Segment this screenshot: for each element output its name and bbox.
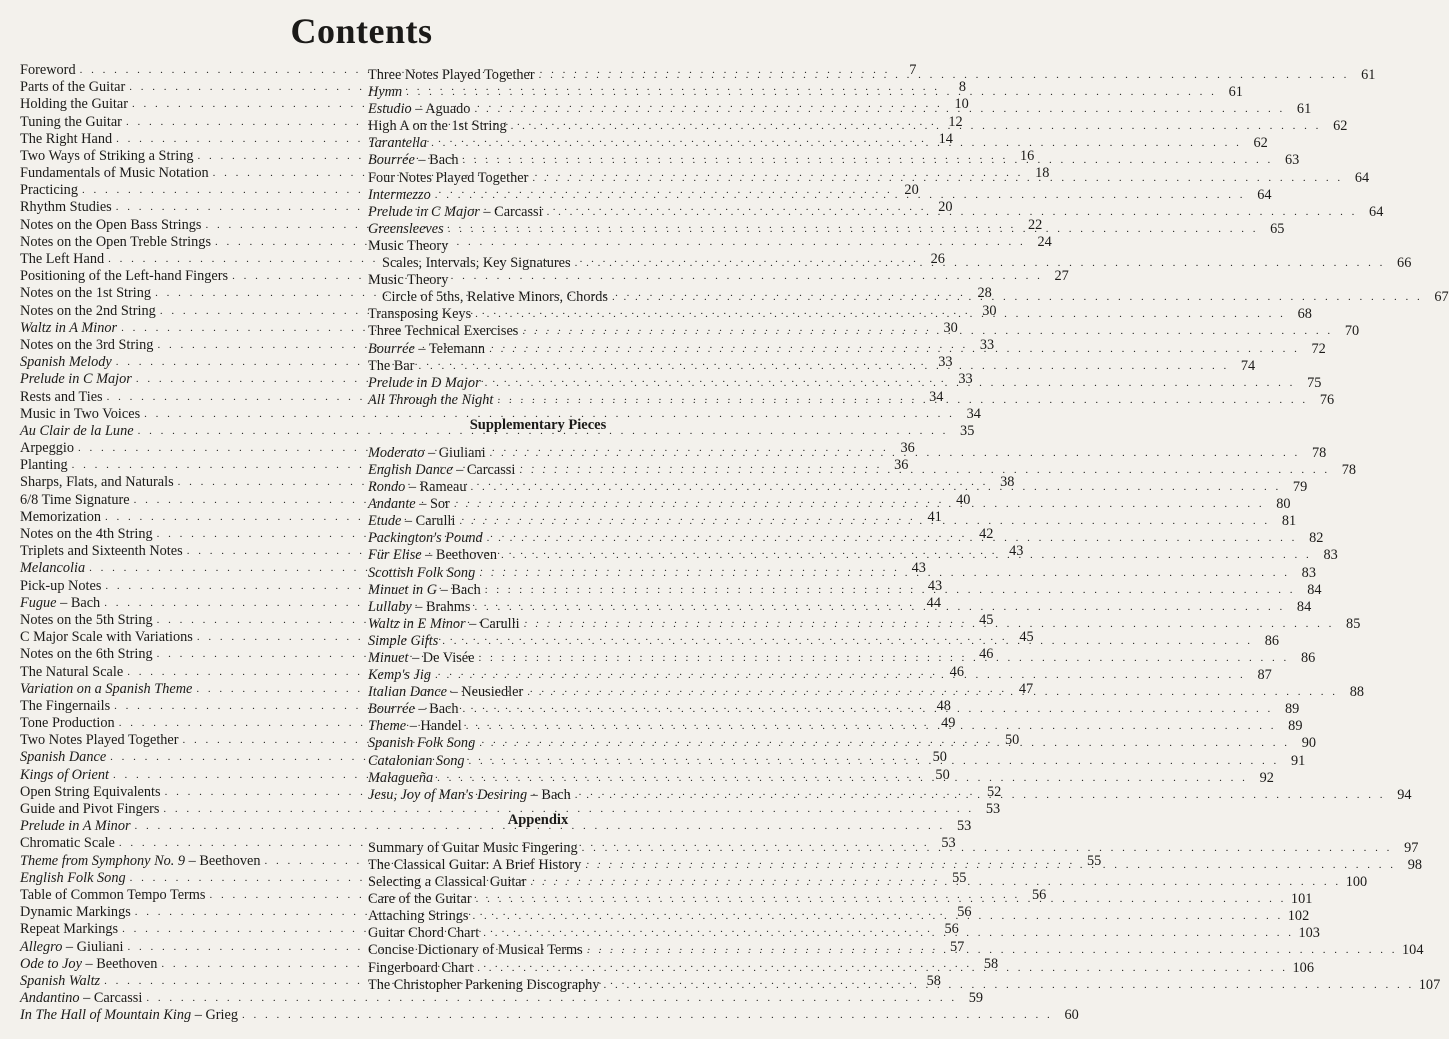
leader-dots: [466, 718, 1277, 735]
toc-entry-page: 89: [1285, 701, 1300, 718]
toc-entry-page: 98: [1407, 856, 1422, 873]
leader-dots: [603, 977, 1414, 994]
leader-dots: [485, 375, 1296, 392]
toc-entry-title: Catalonian Song: [368, 752, 465, 769]
toc-entry-page: 10: [954, 96, 969, 113]
leader-dots: [575, 787, 1386, 804]
toc-entry-page: 40: [956, 491, 971, 508]
toc-entry-page: 43: [911, 560, 926, 577]
toc-entry-page: 81: [1281, 513, 1297, 530]
toc-entry-page: 72: [1311, 340, 1326, 357]
toc-entry-composer: – Neusiedler: [447, 684, 524, 701]
toc-entry-page: 36: [900, 440, 915, 457]
toc-entry-title: Prelude in D Major: [368, 374, 481, 391]
leader-dots: [470, 479, 1281, 496]
toc-entry-composer: – Beethoven: [81, 955, 158, 972]
toc-entry-composer: – Rameau: [405, 479, 467, 496]
toc-entry-page: 56: [1031, 886, 1047, 903]
toc-entry-title: Andantino – Carcassi: [20, 990, 143, 1007]
toc-entry-title: Italian Dance – Neusiedler: [368, 684, 524, 701]
toc-entry-title: Guide and Pivot Fingers: [20, 801, 160, 818]
toc-entry-title: 6/8 Time Signature: [20, 491, 130, 508]
toc-entry-title: Music in Two Voices: [20, 405, 141, 422]
toc-entry-page: 58: [926, 972, 941, 989]
toc-entry-title: Memorization: [20, 508, 101, 525]
toc-entry-title: Minuet – De Visée: [368, 650, 475, 666]
toc-entry-title: Kemp's Jig: [368, 667, 432, 684]
toc-entry-page: 64: [1354, 169, 1370, 186]
toc-entry-composer: – Bach: [414, 152, 459, 169]
toc-entry-page: 50: [1005, 732, 1020, 749]
toc-entry-page: 103: [1298, 925, 1320, 942]
toc-entry-page: 33: [979, 336, 995, 353]
toc-entry-title: Packington's Pound: [368, 530, 483, 547]
toc-entry-page: 30: [982, 302, 997, 319]
toc-entry-page: 26: [930, 251, 945, 268]
toc-entry-composer: – Grieg: [191, 1007, 239, 1024]
toc-entry-title: Pick-up Notes: [20, 577, 102, 594]
section-heading-appendix: Appendix: [507, 811, 569, 828]
toc-entry-title: English Dance – Carcassi: [368, 461, 516, 478]
toc-entry-title: Melancolia: [20, 560, 86, 577]
toc-entry-page: 83: [1323, 547, 1338, 564]
leader-dots: [489, 341, 1300, 358]
toc-entry-title: Rhythm Studies: [20, 199, 112, 216]
toc-entry-page: 84: [1296, 598, 1312, 615]
leader-dots: [418, 358, 1229, 375]
toc-entry-page: 97: [1404, 839, 1419, 856]
toc-entry-title: Hymn: [368, 84, 403, 101]
toc-entry-page: 59: [968, 990, 984, 1007]
leader-dots: [475, 306, 1286, 323]
leader-dots: [483, 925, 1294, 942]
leader-dots: [476, 891, 1287, 908]
toc-entry-page: 8: [958, 79, 966, 96]
toc-entry-page: 107: [1418, 976, 1441, 993]
toc-entry-title: Table of Common Tempo Terms: [20, 886, 206, 903]
toc-entry-page: 56: [957, 904, 972, 921]
toc-entry-page: 63: [1285, 152, 1300, 169]
toc-entry-title: English Folk Song: [20, 869, 126, 886]
toc-entry-page: 83: [1301, 564, 1316, 581]
toc-entry-title: Bourrée – Telemann: [368, 340, 486, 357]
toc-entry-title: Holding the Guitar: [20, 96, 129, 113]
toc-entry-title: Music Theory: [368, 272, 449, 289]
toc-entry-page: 28: [977, 285, 992, 302]
toc-entry-title: Notes on the 5th String: [20, 611, 153, 628]
toc-entry-title: Kings of Orient: [20, 766, 109, 783]
leader-dots: [530, 874, 1341, 891]
toc-entry-page: 74: [1240, 357, 1256, 374]
toc-entry-title: Greensleeves: [368, 220, 444, 237]
toc-entry-page: 58: [983, 955, 999, 972]
leader-dots: [454, 496, 1265, 513]
toc-entry-title: Spanish Dance: [20, 749, 107, 766]
toc-entry-composer: – Giuliani: [424, 444, 486, 461]
toc-entry-composer: – Brahms: [411, 598, 471, 615]
toc-entry-title: Andante – Sor: [368, 496, 450, 513]
toc-entry-title: Theme from Symphony No. 9 – Beethoven: [20, 852, 261, 869]
toc-entry-page: 94: [1397, 786, 1412, 803]
toc-entry-page: 33: [938, 354, 953, 371]
toc-entry-title: Planting: [20, 457, 68, 474]
toc-entry-title: Simple Gifts: [368, 632, 439, 649]
toc-entry-title: Repeat Markings: [20, 921, 119, 938]
toc-entry-page: 45: [979, 611, 994, 628]
toc-entry-page: 92: [1259, 769, 1274, 786]
toc-entry-page: 61: [1361, 67, 1376, 83]
toc-entry-page: 91: [1290, 752, 1306, 769]
leader-dots: [612, 289, 1423, 306]
toc-entry-title: Notes on the 2nd String: [20, 302, 156, 319]
toc-entry-page: 61: [1296, 101, 1312, 118]
toc-entry-composer: – Bach: [414, 701, 459, 718]
toc-entry-title: Jesu, Joy of Man's Desiring – Bach: [368, 786, 571, 803]
toc-entry-title: Scottish Folk Song: [368, 564, 476, 581]
toc-entry-title: All Through the Night: [368, 391, 494, 408]
toc-entry-page: 46: [979, 646, 994, 663]
leader-dots: [463, 701, 1274, 718]
toc-entry-title: Open String Equivalents: [20, 783, 161, 800]
toc-entry-page: 30: [943, 319, 958, 336]
toc-entry-title: Concise Dictionary of Musical Terms: [368, 942, 583, 959]
toc-entry-page: 24: [1037, 233, 1052, 250]
toc-entry[interactable]: [368, 84, 1243, 101]
leader-dots: [459, 513, 1270, 530]
leader-dots: [547, 204, 1358, 221]
toc-entry-title: Tarantella: [368, 135, 428, 152]
toc-entry-composer: – Bach: [527, 786, 571, 803]
leader-dots: [487, 530, 1298, 547]
toc-entry-composer: – Giuliani: [62, 938, 124, 955]
toc-entry-page: 65: [1270, 220, 1285, 237]
toc-entry-title: Moderato – Giuliani: [368, 444, 486, 461]
leader-dots: [431, 135, 1242, 152]
toc-entry-page: 50: [932, 749, 947, 766]
leader-dots: [435, 667, 1246, 684]
leader-dots: [497, 392, 1308, 409]
toc-entry-title: Three Notes Played Together: [368, 67, 535, 83]
toc-entry-page: 67: [1434, 289, 1449, 306]
toc-entry-title: Tuning the Guitar: [20, 113, 122, 130]
leader-dots: [435, 187, 1246, 204]
toc-entry-page: 66: [1397, 255, 1412, 272]
toc-entry-title: Attaching Strings: [368, 908, 469, 925]
toc-entry-composer: – Bach: [56, 594, 101, 611]
toc-entry-page: 50: [935, 766, 950, 783]
toc-entry-page: 70: [1344, 323, 1360, 340]
toc-entry-title: Intermezzo: [368, 186, 431, 203]
toc-entry-page: 78: [1341, 461, 1357, 478]
toc-entry-title: Fugue – Bach: [20, 594, 101, 611]
toc-entry-title: Two Notes Played Together: [20, 732, 179, 749]
toc-entry-page: 16: [1019, 147, 1035, 164]
leader-dots: [522, 323, 1333, 340]
toc-entry-title: The Christopher Parkening Discography: [368, 976, 600, 993]
toc-entry-title: Guitar Chord Chart: [368, 925, 480, 942]
toc-entry-page: 62: [1333, 118, 1348, 135]
toc-entry-page: 52: [987, 783, 1002, 800]
toc-entry-page: 89: [1288, 718, 1303, 735]
toc-entry-page: 90: [1301, 735, 1316, 752]
toc-entry-page: 47: [1018, 680, 1034, 697]
toc-entry-title: Fingerboard Chart: [368, 959, 474, 976]
toc-entry-title: Notes on the 6th String: [20, 646, 153, 663]
leader-dots: [477, 960, 1288, 977]
toc-entry-page: 80: [1276, 496, 1291, 513]
toc-entry-title: Care of the Guitar: [368, 891, 472, 908]
toc-entry[interactable]: [20, 405, 981, 423]
toc-entry-title: Dynamic Markings: [20, 904, 131, 921]
toc-entry-title: Scales, Intervals, Key Signatures: [382, 255, 571, 272]
toc-entry-title: Waltz in E Minor – Carulli: [368, 615, 520, 632]
toc-entry-page: 88: [1349, 684, 1364, 701]
toc-entry[interactable]: [368, 67, 1376, 84]
toc-entry-page: 101: [1290, 891, 1313, 908]
toc-entry-composer: – Carulli: [401, 513, 456, 530]
toc-entry-composer: – Beethoven: [185, 852, 261, 869]
toc-entry-title: Malagueña: [368, 769, 434, 786]
toc-entry-title: Für Elise – Beethoven: [368, 547, 498, 564]
toc-entry-title: Etude – Carulli: [368, 513, 456, 530]
toc-entry-title: Rondo – Rameau: [368, 479, 467, 496]
toc-entry-page: 64: [1369, 203, 1384, 220]
toc-entry-title: Sharps, Flats, and Naturals: [20, 474, 174, 491]
toc-entry-title: Prelude in A Minor: [20, 818, 131, 835]
toc-entry-page: 82: [1309, 530, 1324, 547]
toc-entry-title: Spanish Folk Song: [368, 735, 476, 752]
toc-entry-page: 12: [948, 113, 963, 130]
toc-entry-title: Notes on the Open Bass Strings: [20, 216, 202, 233]
toc-entry-composer: – De Visée: [408, 650, 475, 666]
toc-entry-page: 79: [1292, 479, 1308, 496]
section-heading-supplementary: Supplementary Pieces: [469, 416, 607, 433]
toc-entry-page: 53: [941, 835, 956, 852]
toc-entry-page: 56: [944, 921, 959, 938]
toc-entry-title: Positioning of the Left-hand Fingers: [20, 268, 229, 285]
toc-entry-composer: – Handel: [406, 718, 462, 735]
leader-dots: [585, 857, 1396, 874]
toc-entry-title: Prelude in C Major – Carcassi: [368, 203, 543, 220]
toc-entry-title: C Major Scale with Variations: [20, 629, 193, 646]
toc-entry-page: 34: [929, 388, 944, 405]
toc-entry-title: Tone Production: [20, 715, 115, 732]
leader-dots: [242, 1007, 1053, 1024]
toc-entry-title: In The Hall of Mountain King – Grieg: [20, 1007, 239, 1024]
toc-entry-title: Notes on the 1st String: [20, 285, 152, 302]
toc-entry-title: The Left Hand: [20, 251, 105, 268]
leader-dots: [532, 170, 1343, 187]
toc-entry-music-theory-2[interactable]: [368, 272, 708, 289]
toc-entry-title: Practicing: [20, 182, 78, 199]
toc-entry-page: 36: [894, 457, 909, 474]
toc-entry-page: 57: [949, 938, 965, 955]
leader-dots: [501, 547, 1312, 564]
toc-entry-page: 86: [1264, 632, 1280, 649]
toc-entry-composer: – Bach: [437, 581, 481, 598]
toc-entry[interactable]: [20, 990, 984, 1007]
toc-entry-title: Au Clair de la Lune: [20, 422, 134, 439]
toc-entry-page: 38: [1000, 474, 1015, 491]
toc-entry-title: Bourrée – Bach: [368, 701, 459, 718]
toc-entry-page: 48: [936, 697, 951, 714]
toc-entry-page: 61: [1228, 84, 1243, 101]
toc-entry-title: Notes on the 4th String: [20, 526, 153, 543]
toc-entry-page: 42: [979, 526, 994, 543]
toc-entry-page: 34: [966, 405, 981, 422]
toc-entry-page: 46: [949, 663, 964, 680]
toc-entry-title: Triplets and Sixteenth Notes: [20, 543, 183, 560]
toc-entry-title: Chromatic Scale: [20, 835, 115, 852]
leader-dots: [469, 753, 1280, 770]
toc-entry-title: Four Notes Played Together: [368, 169, 529, 186]
toc-entry-title: Estudio – Aguado: [368, 101, 471, 118]
leader-dots: [472, 908, 1283, 925]
toc-entry-title: Three Technical Exercises: [368, 323, 519, 340]
leader-dots: [448, 221, 1259, 238]
toc-entry-title: Variation on a Spanish Theme: [20, 680, 193, 697]
toc-entry-page: 60: [1064, 1007, 1079, 1024]
toc-entry-title: Lullaby – Brahms: [368, 598, 471, 615]
toc-entry-page: 64: [1257, 186, 1272, 203]
toc-entry-page: 18: [1035, 165, 1050, 182]
toc-entry-title: Selecting a Classical Guitar: [368, 874, 527, 891]
toc-entry-composer: – Sor: [415, 496, 450, 513]
toc-entry-title: The Right Hand: [20, 130, 113, 147]
toc-entry-page: 35: [960, 422, 975, 439]
leader-dots: [479, 565, 1290, 582]
toc-entry-page: 14: [938, 130, 953, 147]
toc-entry-title: Circle of 5ths, Relative Minors, Chords: [382, 289, 608, 306]
toc-entry-title: Rests and Ties: [20, 388, 103, 405]
toc-entry-title: Foreword: [20, 61, 76, 78]
toc-entry-title: The Natural Scale: [20, 663, 124, 680]
toc-entry-composer: – Telemann: [414, 340, 486, 357]
toc-entry-title: The Fingernails: [20, 697, 111, 714]
toc-entry-composer: – Beethoven: [421, 547, 498, 564]
leader-dots: [511, 118, 1322, 135]
toc-entry-title: Summary of Guitar Music Fingering: [368, 839, 578, 856]
leader-dots: [527, 684, 1338, 701]
toc-entry-title: Music Theory: [368, 237, 449, 254]
toc-entry-title: Bourrée – Bach: [368, 152, 459, 169]
leader-dots: [478, 650, 1289, 667]
toc-entry-page: 20: [938, 199, 953, 216]
toc-entry-page: 62: [1253, 135, 1268, 152]
toc-entry-page: 100: [1345, 874, 1368, 891]
toc-entry-page: 43: [1009, 543, 1024, 560]
leader-dots: [485, 582, 1296, 599]
toc-entry-title: Notes on the Open Treble Strings: [20, 233, 212, 250]
toc-entry-composer: – Carcassi: [79, 990, 143, 1007]
toc-entry-title: Notes on the 3rd String: [20, 336, 154, 353]
toc-entry-title: Transposing Keys: [368, 306, 472, 323]
toc-entry-title: Parts of the Guitar: [20, 79, 126, 96]
toc-entry-title: Prelude in C Major: [20, 371, 132, 388]
toc-entry-page: 22: [1027, 216, 1043, 233]
toc-entry-page: 53: [956, 818, 972, 835]
toc-entry[interactable]: [20, 1007, 1079, 1024]
toc-entry-page: 43: [927, 577, 943, 594]
toc-entry-title: Waltz in A Minor: [20, 319, 118, 336]
leader-dots: [519, 462, 1330, 479]
toc-entry-title: High A on the 1st String: [368, 118, 507, 135]
toc-entry-page: 7: [909, 61, 917, 78]
toc-entry-composer: – Carcassi: [479, 203, 543, 220]
toc-entry-title: Minuet in G – Bach: [368, 581, 481, 598]
toc-entry-page: 87: [1257, 667, 1272, 684]
toc-entry-page: 55: [952, 869, 967, 886]
toc-entry-page: 68: [1297, 306, 1312, 323]
toc-entry-title: Two Ways of Striking a String: [20, 147, 194, 164]
toc-entry-page: 84: [1307, 581, 1322, 598]
toc-entry-page: 33: [958, 371, 973, 388]
toc-entry-title: Arpeggio: [20, 440, 74, 457]
toc-entry-page: 27: [1054, 268, 1069, 285]
toc-entry-page: 86: [1300, 650, 1316, 666]
toc-entry-title: The Classical Guitar: A Brief History: [368, 856, 582, 873]
toc-entry-page: 76: [1319, 391, 1335, 408]
toc-entry-page: 104: [1402, 942, 1424, 959]
leader-dots: [406, 84, 1217, 101]
leader-dots: [442, 633, 1253, 650]
toc-entry-page: 78: [1312, 444, 1327, 461]
toc-entry[interactable]: [20, 801, 1001, 818]
toc-entry-title: Ode to Joy – Beethoven: [20, 955, 158, 972]
toc-entry-title: The Bar: [368, 357, 415, 374]
page-title: Contents: [290, 11, 433, 51]
leader-dots: [524, 616, 1335, 633]
toc-entry-page: 20: [904, 182, 919, 199]
toc-entry-page: 49: [941, 715, 956, 732]
toc-entry-page: 106: [1292, 959, 1314, 976]
leader-dots: [490, 445, 1301, 462]
leader-dots: [582, 840, 1393, 857]
leader-dots: [474, 101, 1285, 118]
toc-entry-music-theory-1[interactable]: [368, 238, 708, 255]
toc-entry-page: 41: [927, 508, 942, 525]
toc-entry-title: Allegro – Giuliani: [20, 938, 124, 955]
toc-entry-page: 44: [926, 594, 941, 611]
toc-entry-title: Spanish Melody: [20, 354, 112, 371]
toc-entry-composer: – Carcassi: [452, 461, 516, 478]
toc-entry-page: 85: [1346, 615, 1361, 632]
leader-dots: [474, 599, 1285, 616]
leader-dots: [437, 770, 1248, 787]
leader-dots: [479, 735, 1290, 752]
toc-entry-composer: – Carulli: [465, 615, 520, 632]
toc-entry-title: Theme – Handel: [368, 718, 462, 735]
toc-entry-title: Fundamentals of Music Notation: [20, 165, 209, 182]
toc-entry-page: 55: [1086, 852, 1102, 869]
leader-dots: [575, 255, 1386, 272]
toc-entry-page: 45: [1019, 629, 1034, 646]
leader-dots: [539, 67, 1350, 84]
leader-dots: [463, 152, 1274, 169]
toc-entry-page: 75: [1307, 374, 1322, 391]
leader-dots: [587, 942, 1398, 959]
toc-entry-page: 102: [1287, 908, 1310, 925]
toc-entry-title: Spanish Waltz: [20, 972, 101, 989]
toc-entry-composer: – Aguado: [411, 101, 471, 118]
toc-entry-page: 53: [985, 801, 1001, 818]
